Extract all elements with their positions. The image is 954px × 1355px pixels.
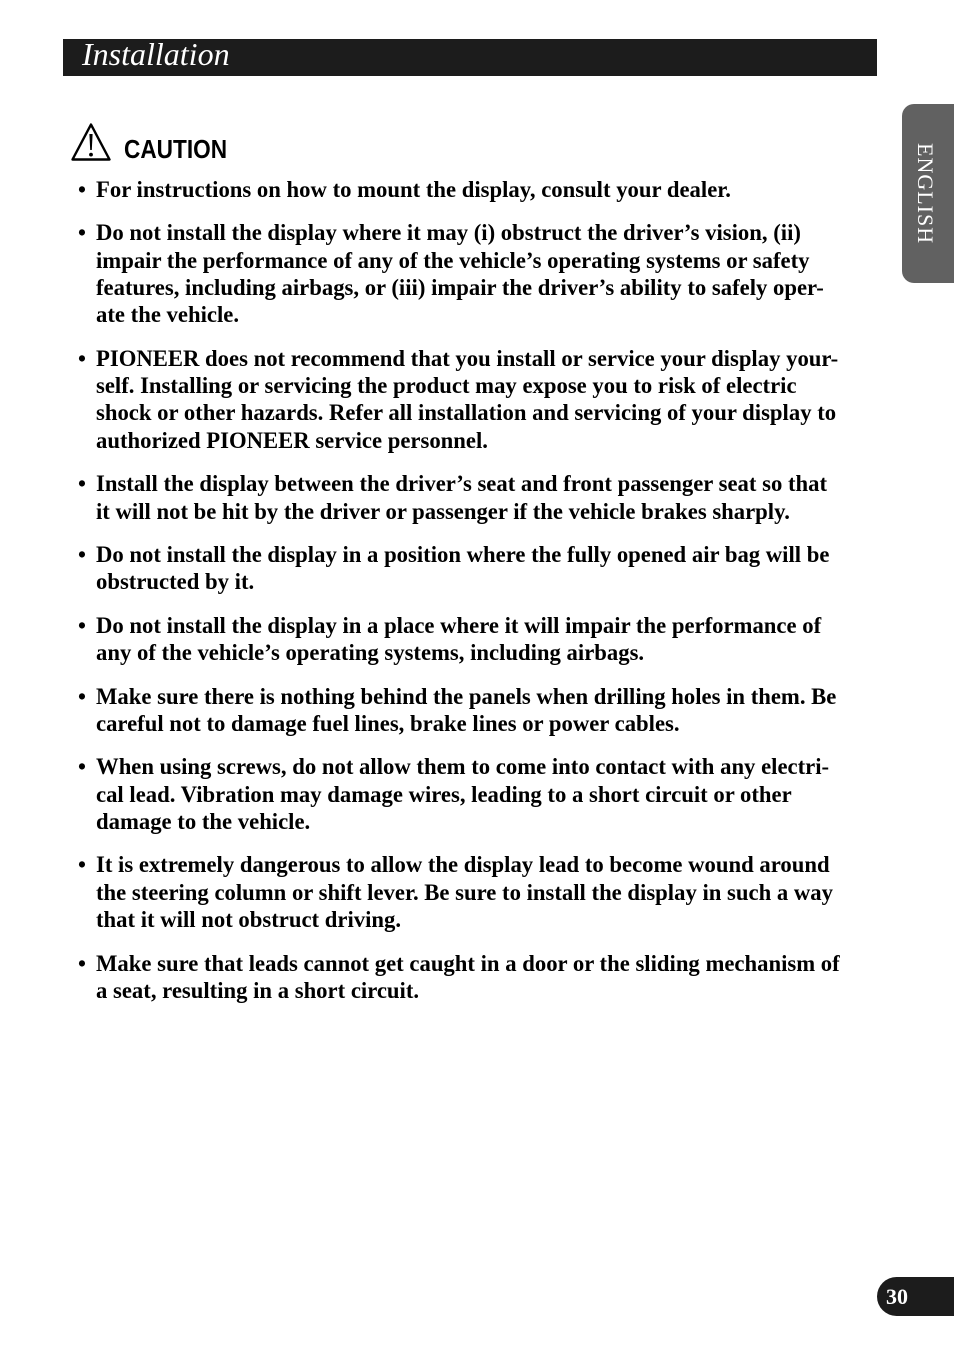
caution-item-line: a seat, resulting in a short circuit. bbox=[96, 977, 420, 1003]
caution-item-line: • For instructions on how to mount the display, consult your dealer. bbox=[96, 177, 731, 202]
section-title: Installation bbox=[82, 36, 230, 72]
caution-list-item bbox=[96, 219, 866, 328]
section-header-bar bbox=[63, 36, 877, 76]
caution-item-line: • Do not install the display in a place where it will impair the performance of bbox=[96, 612, 822, 638]
caution-item-line: it will not be hit by the driver or passenger if the vehicle brakes sharply. bbox=[96, 498, 790, 524]
caution-item-line: cal lead. Vibration may damage wires, leading to a short circuit or other bbox=[96, 781, 792, 807]
caution-item-line: impair the performance of any of the vehicle’s operating systems or safety bbox=[96, 247, 810, 273]
caution-list-item bbox=[96, 683, 866, 738]
caution-heading: CAUTION bbox=[124, 134, 228, 164]
warning-triangle-icon bbox=[70, 122, 112, 162]
caution-list-item bbox=[96, 176, 866, 203]
caution-item-line: • Make sure there is nothing behind the panels when drilling holes in them. Be bbox=[96, 683, 837, 709]
caution-item-line: ate the vehicle. bbox=[96, 302, 240, 328]
caution-item-line: authorized PIONEER service personnel. bbox=[96, 427, 488, 453]
caution-item-line: • Do not install the display in a position where the fully opened air bag will be bbox=[96, 542, 830, 568]
caution-item-line: • When using screws, do not allow them to come into contact with any electri- bbox=[96, 754, 830, 780]
caution-item-line: • Make sure that leads cannot get caught in a door or the sliding mechanism of bbox=[96, 950, 840, 976]
caution-item-line: the steering column or shift lever. Be sure to install the display in such a way bbox=[96, 879, 833, 905]
caution-item-line: obstructed by it. bbox=[96, 569, 255, 595]
caution-item-line: that it will not obstruct driving. bbox=[96, 907, 402, 933]
caution-list-item bbox=[96, 612, 866, 667]
caution-item-line: shock or other hazards. Refer all installation and servicing of your display to bbox=[96, 400, 837, 426]
caution-item-line: • It is extremely dangerous to allow the display lead to become wound around bbox=[96, 852, 830, 878]
language-tab bbox=[902, 104, 954, 283]
caution-list-item bbox=[96, 470, 866, 525]
caution-item-line: any of the vehicle’s operating systems, including airbags. bbox=[96, 640, 645, 666]
caution-item-line: careful not to damage fuel lines, brake lines or power cables. bbox=[96, 710, 680, 736]
caution-list-item bbox=[96, 345, 866, 454]
caution-item-line: damage to the vehicle. bbox=[96, 808, 311, 834]
caution-item-line: features, including airbags, or (iii) impair the driver’s ability to safely oper- bbox=[96, 275, 824, 301]
caution-item-line: self. Installing or servicing the product may expose you to risk of electric bbox=[96, 373, 797, 399]
caution-item-line: • PIONEER does not recommend that you install or service your display your- bbox=[96, 345, 839, 371]
caution-item-line: • Install the display between the driver’s seat and front passenger seat so that bbox=[96, 471, 828, 497]
caution-list-item bbox=[96, 851, 866, 933]
caution-list-item bbox=[96, 541, 866, 596]
caution-item-line: • Do not install the display where it may (i) obstruct the driver’s vision, (ii) bbox=[96, 220, 801, 246]
language-tab-label: ENGLISH bbox=[913, 142, 938, 245]
caution-list-item bbox=[96, 753, 866, 835]
caution-list-item bbox=[96, 950, 866, 1005]
caution-list bbox=[96, 176, 866, 1020]
page-number: 30 bbox=[877, 1277, 954, 1316]
